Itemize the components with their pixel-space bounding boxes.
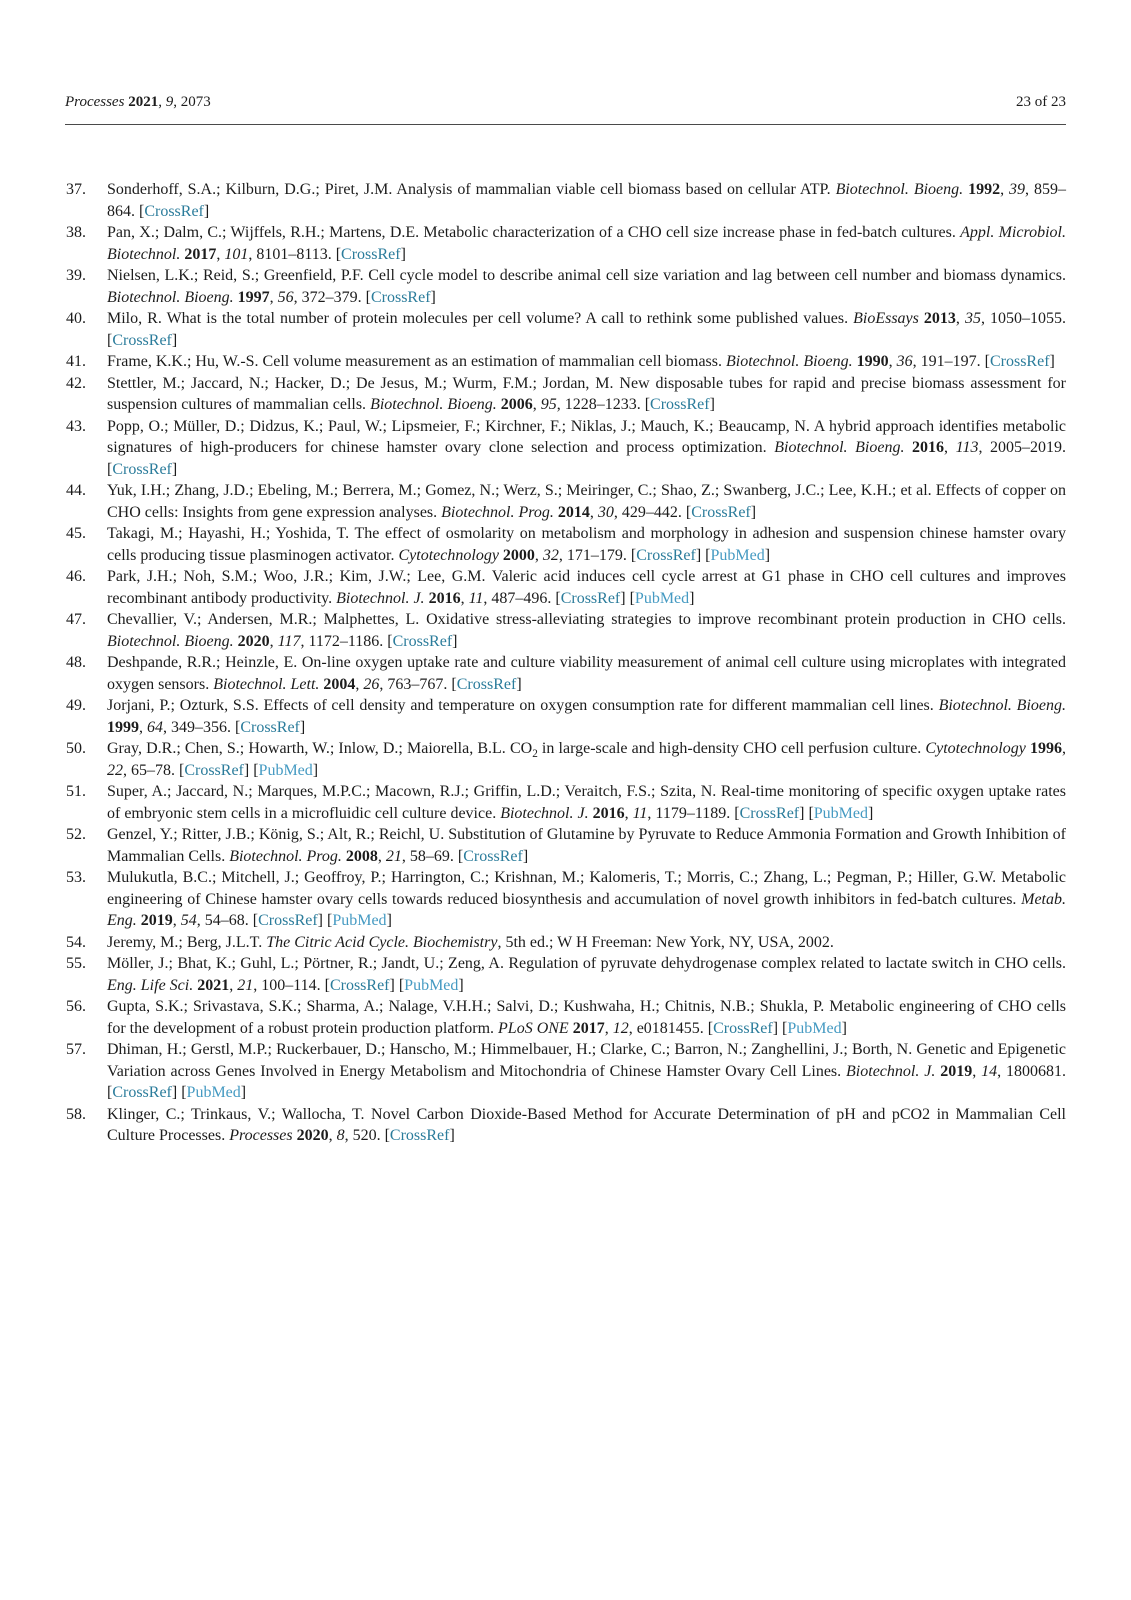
pubmed-link[interactable]: PubMed <box>634 589 690 607</box>
reference-item <box>65 416 1066 481</box>
reference-number: 57. <box>66 1041 86 1058</box>
reference-number: 46. <box>66 568 86 585</box>
reference-item <box>65 932 1066 954</box>
crossref-link[interactable]: CrossRef <box>392 632 453 650</box>
crossref-link[interactable]: CrossRef <box>691 503 751 521</box>
reference-number: 51. <box>66 783 86 800</box>
reference-number: 53. <box>66 869 86 886</box>
reference-item <box>65 652 1066 695</box>
reference-item <box>65 523 1066 566</box>
reference-text: Pan, X.; Dalm, C.; Wijffels, R.H.; Martens, D.E. Metabolic characterization of a CHO cell size increase phase in fed-batch cultures. Appl. Microbiol. Biotechnol. 2017, 101, 8101–8113. [CrossRef] <box>107 224 1067 263</box>
reference-item <box>65 738 1066 781</box>
crossref-link[interactable]: CrossRef <box>739 804 800 822</box>
references-list <box>65 179 1066 1147</box>
reference-text: Gray, D.R.; Chen, S.; Howarth, W.; Inlow, D.; Maiorella, B.L. $CO_2$ in large-scale and high-density CHO cell perfusion culture. Cytotechnology 1996, 22, 65–78. [CrossRef] [PubMed] <box>107 740 1066 779</box>
pubmed-link[interactable]: PubMed <box>186 1084 241 1101</box>
reference-number: 50. <box>66 740 86 757</box>
crossref-link[interactable]: CrossRef <box>636 546 696 564</box>
reference-number: 41. <box>66 353 86 370</box>
reference-item <box>65 480 1066 523</box>
reference-number: 39. <box>66 267 86 284</box>
crossref-link[interactable]: CrossRef <box>258 912 318 929</box>
reference-item <box>65 373 1066 416</box>
reference-number: 37. <box>66 181 86 198</box>
reference-number: 45. <box>66 525 86 542</box>
reference-item <box>65 867 1066 932</box>
reference-number: 48. <box>66 654 86 671</box>
crossref-link[interactable]: CrossRef <box>370 288 431 306</box>
reference-text: Gupta, S.K.; Srivastava, S.K.; Sharma, A.; Nalage, V.H.H.; Salvi, D.; Kushwaha, H.; Chitnis, N.B.; Shukla, P. Metabolic engineering of CHO cells for the development of a robust protein production platform. PLoS ONE 2017, 12, e0181455. [CrossRef] [PubMed] <box>107 998 1066 1037</box>
crossref-link[interactable]: CrossRef <box>112 1084 172 1101</box>
crossref-link[interactable]: CrossRef <box>184 761 244 779</box>
reference-item <box>65 695 1066 738</box>
running-head <box>65 93 1066 125</box>
reference-number: 58. <box>66 1105 86 1123</box>
crossref-link[interactable]: CrossRef <box>144 202 204 220</box>
reference-text: Frame, K.K.; Hu, W.-S. Cell volume measurement as an estimation of mammalian cell biomass. Biotechnol. Bioeng. 1990, 36, 191–197. [CrossRef] <box>107 353 1055 370</box>
reference-number: 49. <box>66 697 86 714</box>
reference-text: Deshpande, R.R.; Heinzle, E. On-line oxygen uptake rate and culture viability measurement of animal cell culture using microplates with integrated oxygen sensors. Biotechnol. Lett. 2004, 26, 763–767. [CrossRef] <box>107 654 1066 693</box>
reference-number: 43. <box>66 417 86 435</box>
reference-text: Jeremy, M.; Berg, J.L.T. The Citric Acid Cycle. Biochemistry, 5th ed.; W H Freeman: New York, NY, USA, 2002. <box>107 933 834 951</box>
reference-text: Möller, J.; Bhat, K.; Guhl, L.; Pörtner, R.; Jandt, U.; Zeng, A. Regulation of pyruvate dehydrogenase complex related to lactate switch in CHO cells. Eng. Life Sci. 2021, 21, 100–114. [CrossRef] [PubMed] <box>107 955 1066 994</box>
pubmed-link[interactable]: PubMed <box>332 912 387 929</box>
reference-text: Genzel, Y.; Ritter, J.B.; König, S.; Alt, R.; Reichl, U. Substitution of Glutamine by Pyruvate to Reduce Ammonia Formation and Growth Inhibition of Mammalian Cells. Biotechnol. Prog. 2008, 21, 58–69. [CrossRef] <box>107 826 1066 865</box>
crossref-link[interactable]: CrossRef <box>389 1127 450 1144</box>
reference-number: 55. <box>66 955 86 972</box>
reference-item <box>65 824 1066 867</box>
reference-item <box>65 609 1066 652</box>
reference-item <box>65 996 1066 1039</box>
reference-text: Chevallier, V.; Andersen, M.R.; Malphettes, L. Oxidative stress-alleviating strategies to improve recombinant protein production in CHO cells. Biotechnol. Bioeng. 2020, 117, 1172–1186. [CrossRef] <box>107 611 1066 650</box>
crossref-link[interactable]: CrossRef <box>713 1019 773 1037</box>
reference-item <box>65 1104 1066 1147</box>
reference-number: 38. <box>66 224 86 241</box>
reference-text: Jorjani, P.; Ozturk, S.S. Effects of cell density and temperature on oxygen consumption rate for different mammalian cell lines. Biotechnol. Bioeng. 1999, 64, 349–356. [CrossRef] <box>107 697 1067 736</box>
pubmed-link[interactable]: PubMed <box>813 804 869 822</box>
reference-number: 47. <box>66 611 86 628</box>
reference-text: Klinger, C.; Trinkaus, V.; Wallocha, T. Novel Carbon Dioxide-Based Method for Accurate Determination of pH and pCO2 in Mammalian Cell Culture Processes. Processes 2020, 8, 520. [CrossRef] <box>107 1105 1066 1144</box>
reference-text: Super, A.; Jaccard, N.; Marques, M.P.C.; Macown, R.J.; Griffin, L.D.; Veraitch, F.S.; Szita, N. Real-time monitoring of specific oxygen uptake rates of embryonic stem cells in a microfluidic cell culture device. Biotechnol. J. 2016, 11, 1179–1189. [CrossRef] [PubMed] <box>107 783 1066 822</box>
crossref-link[interactable]: CrossRef <box>650 396 710 413</box>
journal-citation: Processes 2021, 9, 2073 <box>65 94 211 110</box>
reference-text: Dhiman, H.; Gerstl, M.P.; Ruckerbauer, D.; Hanscho, M.; Himmelbauer, H.; Clarke, C.; Barron, N.; Zanghellini, J.; Borth, N. Genetic and Epigenetic Variation across Genes Involved in Energy Metabolism and Mitochondria of Chinese Hamster Ovary Cell Lines. Biotechnol. J. 2019, 14, 1800681. [CrossRef] [PubMed] <box>107 1041 1066 1101</box>
pubmed-link[interactable]: PubMed <box>787 1019 842 1037</box>
reference-item <box>65 351 1066 373</box>
reference-number: 42. <box>66 374 86 392</box>
reference-item <box>65 265 1066 308</box>
reference-item <box>65 566 1066 609</box>
reference-item <box>65 222 1066 265</box>
reference-number: 52. <box>66 826 86 843</box>
crossref-link[interactable]: CrossRef <box>989 353 1050 370</box>
reference-number: 40. <box>66 310 86 327</box>
reference-text: Popp, O.; Müller, D.; Didzus, K.; Paul, W.; Lipsmeier, F.; Kirchner, F.; Niklas, J.; Mauch, K.; Beaucamp, N. A hybrid approach identifies metabolic signatures of high-producers for chinese hamster ovary clone selection and process optimization. Biotechnol. Bioeng. 2016, 113, 2005–2019. [CrossRef] <box>107 417 1067 478</box>
reference-item <box>65 781 1066 824</box>
reference-number: 54. <box>66 933 86 951</box>
pubmed-link[interactable]: PubMed <box>404 976 459 994</box>
pubmed-link[interactable]: PubMed <box>710 546 765 564</box>
crossref-link[interactable]: CrossRef <box>463 847 523 865</box>
crossref-link[interactable]: CrossRef <box>240 718 300 736</box>
reference-text: Takagi, M.; Hayashi, H.; Yoshida, T. The effect of osmolarity on metabolism and morphology in adhesion and suspension chinese hamster ovary cells producing tissue plasminogen activator. Cytotechnology 2000, 32, 171–179. [CrossRef] [PubMed] <box>107 525 1066 564</box>
reference-text: Sonderhoff, S.A.; Kilburn, D.G.; Piret, J.M. Analysis of mammalian viable cell biomass based on cellular ATP. Biotechnol. Bioeng. 1992, 39, 859–864. [CrossRef] <box>107 181 1066 220</box>
crossref-link[interactable]: CrossRef <box>329 976 390 994</box>
reference-item <box>65 953 1066 996</box>
crossref-link[interactable]: CrossRef <box>112 331 172 349</box>
reference-text: Yuk, I.H.; Zhang, J.D.; Ebeling, M.; Berrera, M.; Gomez, N.; Werz, S.; Meiringer, C.; Shao, Z.; Swanberg, J.C.; Lee, K.H.; et al. Effects of copper on CHO cells: Insights from gene expression analyses. Biotechnol. Prog. 2014, 30, 429–442. [CrossRef] <box>107 482 1066 521</box>
reference-number: 56. <box>66 998 86 1015</box>
reference-text: Mulukutla, B.C.; Mitchell, J.; Geoffroy, P.; Harrington, C.; Krishnan, M.; Kalomeris, T.; Morris, C.; Zhang, L.; Pegman, P.; Hiller, G.W. Metabolic engineering of Chinese hamster ovary cells towards reduced biosynthesis and accumulation of novel growth inhibitors in fed-batch cultures. Metab. Eng. 2019, 54, 54–68. [CrossRef] [PubMed] <box>107 869 1066 929</box>
crossref-link[interactable]: CrossRef <box>560 589 621 607</box>
reference-text: Stettler, M.; Jaccard, N.; Hacker, D.; De Jesus, M.; Wurm, F.M.; Jordan, M. New disposable tubes for rapid and precise biomass assessment for suspension cultures of mammalian cells. Biotechnol. Bioeng. 2006, 95, 1228–1233. [CrossRef] <box>107 374 1066 413</box>
reference-text: Nielsen, L.K.; Reid, S.; Greenfield, P.F. Cell cycle model to describe animal cell size variation and lag between cell number and biomass dynamics. Biotechnol. Bioeng. 1997, 56, 372–379. [CrossRef] <box>107 267 1066 306</box>
reference-text: Park, J.H.; Noh, S.M.; Woo, J.R.; Kim, J.W.; Lee, G.M. Valeric acid induces cell cycle arrest at G1 phase in CHO cell cultures and improves recombinant antibody productivity. Biotechnol. J. 2016, 11, 487–496. [CrossRef] [PubMed] <box>107 568 1066 607</box>
crossref-link[interactable]: CrossRef <box>341 245 401 263</box>
pubmed-link[interactable]: PubMed <box>258 761 313 779</box>
crossref-link[interactable]: CrossRef <box>456 675 517 693</box>
page-number: 23 of 23 <box>1016 94 1066 110</box>
reference-text: Milo, R. What is the total number of protein molecules per cell volume? A call to rethink some published values. BioEssays 2013, 35, 1050–1055. [CrossRef] <box>107 310 1067 349</box>
crossref-link[interactable]: CrossRef <box>112 460 172 478</box>
reference-item <box>65 179 1066 222</box>
reference-item <box>65 308 1066 351</box>
reference-number: 44. <box>66 482 86 499</box>
reference-item <box>65 1039 1066 1104</box>
